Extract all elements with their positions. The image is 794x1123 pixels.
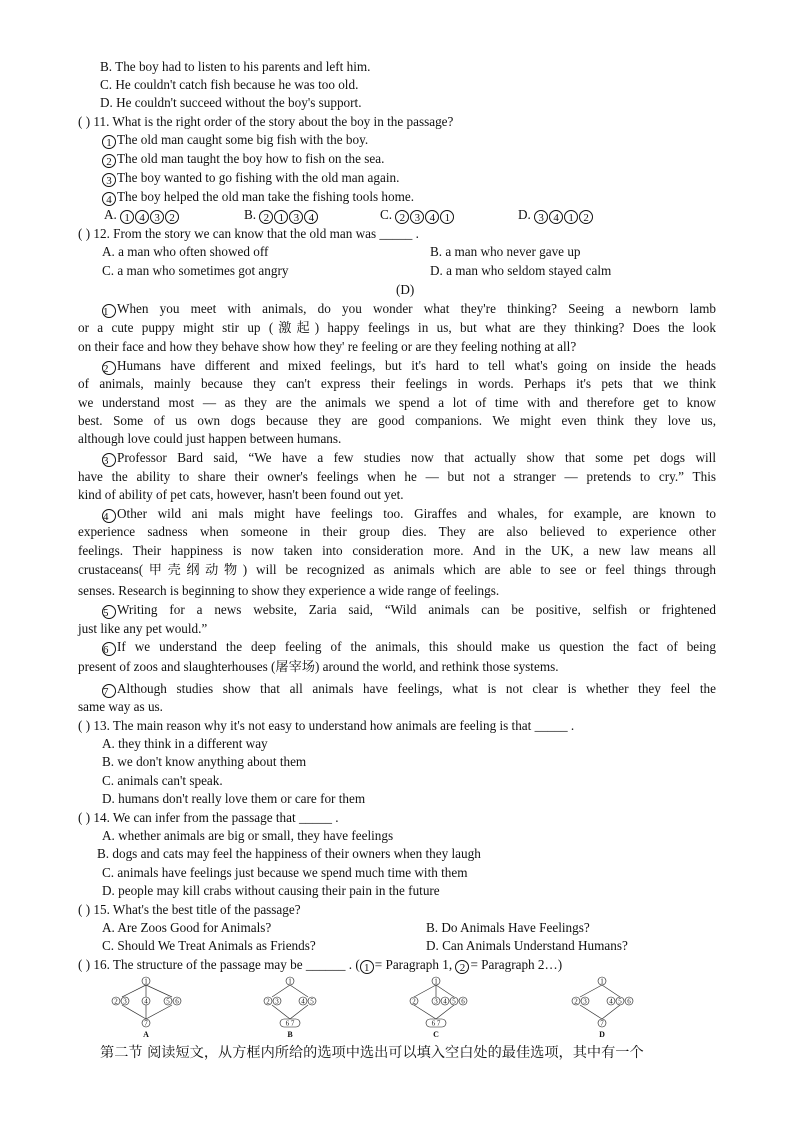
node-a-top-label: 1 xyxy=(144,977,148,986)
node-c-6-label: 6 xyxy=(461,997,465,1006)
circled-number: 6 xyxy=(102,642,116,656)
q12-option-b[interactable]: B. a man who never gave up xyxy=(430,244,581,259)
q12-option-a[interactable]: A. a man who often showed off xyxy=(102,244,269,259)
q11-item-2 xyxy=(102,150,384,168)
circled-number: 4 xyxy=(102,509,116,523)
structure-diagram-a[interactable] xyxy=(112,977,181,1039)
node-c-top-label: 1 xyxy=(434,977,438,986)
node-d-bottom-label: 7 xyxy=(600,1019,604,1028)
passage-line xyxy=(102,449,716,467)
passage-text: Although studies show that all animals have feelings, what is not clear is whether they feel the xyxy=(117,681,716,696)
node-d-3-label: 3 xyxy=(583,997,587,1006)
q14-stem: ( ) 14. We can infer from the passage that _____ . xyxy=(78,810,339,825)
q13-option-a[interactable]: A. they think in a different way xyxy=(102,736,268,751)
node-c-3-label: 3 xyxy=(434,997,438,1006)
node-a-3-label: 3 xyxy=(123,997,127,1006)
passage-text: If we understand the deep feeling of the animals, this should make us question the fact of being xyxy=(117,639,716,654)
q15-option-b[interactable]: B. Do Animals Have Feelings? xyxy=(426,920,590,935)
passage-line xyxy=(102,300,716,318)
node-d-6-label: 6 xyxy=(627,997,631,1006)
node-c-5-label: 5 xyxy=(452,997,456,1006)
passage-line: experience sadness when someone in their group dies. They are also believed to experience other xyxy=(78,524,716,539)
passage-line: feelings. Their happiness is now taken into consideration more. And in the UK, a new law means all xyxy=(78,543,716,558)
passage-text: Other wild ani mals might have feelings too. Giraffes and whales, for example, are known to xyxy=(117,506,716,521)
passage-line xyxy=(102,601,716,619)
passage-line: present of zoos and slaughterhouses (屠宰场) around the world, and rethink those systems. xyxy=(78,659,559,674)
passage-text: Writing for a news website, Zaria said, “Wild animals can be positive, selfish or frightened xyxy=(117,602,716,617)
q14-option-a[interactable]: A. whether animals are big or small, they have feelings xyxy=(102,828,394,843)
q14-option-d[interactable]: D. people may kill crabs without causing their pain in the future xyxy=(102,883,440,898)
circled-number: 3 xyxy=(102,173,116,187)
node-b-bottom-label: 6 7 xyxy=(285,1019,295,1028)
q14-option-c[interactable]: C. animals have feelings just because we spend much time with them xyxy=(102,865,468,880)
q15-option-c[interactable]: C. Should We Treat Animals as Friends? xyxy=(102,938,316,953)
node-d-2-label: 2 xyxy=(574,997,578,1006)
node-c-2-label: 2 xyxy=(412,997,416,1006)
q16-stem-text: = Paragraph 1, xyxy=(374,957,453,972)
passage-line: senses. Research is beginning to show they experience a wide range of feelings. xyxy=(78,583,500,598)
passage-line: have the ability to share their owner's feelings when he — but not a stranger — pretends to cry.” This xyxy=(78,469,716,484)
q11-option-c[interactable]: C. 2 3 4 1 xyxy=(380,206,455,224)
diagram-d-label: D xyxy=(599,1030,605,1039)
circled-number: 1 xyxy=(360,960,374,974)
q11-stem: ( ) 11. What is the right order of the story about the boy in the passage? xyxy=(78,114,454,129)
q11-item-text: The old man taught the boy how to fish on the sea. xyxy=(117,151,385,166)
node-b-3-label: 3 xyxy=(275,997,279,1006)
circled-number: 7 xyxy=(102,684,116,698)
q11-item-text: The boy helped the old man take the fishing tools home. xyxy=(117,189,415,204)
q11-options xyxy=(104,206,624,224)
section-2-heading: 第二节 阅读短文，从方框内所给的选项中选出可以填入空白处的最佳选项，其中有一个 xyxy=(100,1045,644,1061)
q13-option-b[interactable]: B. we don't know anything about them xyxy=(102,754,307,769)
q11-item-4 xyxy=(102,188,414,206)
q15-stem: ( ) 15. What's the best title of the passage? xyxy=(78,902,301,917)
section-title-d: (D) xyxy=(396,282,415,297)
passage-text: Humans have different and mixed feelings, but it's hard to tell what's going on inside the heads xyxy=(117,358,716,373)
node-a-2-label: 2 xyxy=(114,997,118,1006)
q10-option-d: D. He couldn't succeed without the boy's support. xyxy=(100,95,362,110)
q12-option-c[interactable]: C. a man who sometimes got angry xyxy=(102,263,289,278)
circled-number: 2 xyxy=(455,960,469,974)
diagram-c-label: C xyxy=(433,1030,439,1039)
passage-line: crustaceans(甲壳纲动物) will be recognized as animals which are able to see or feel things through xyxy=(78,562,716,577)
q13-option-c[interactable]: C. animals can't speak. xyxy=(102,773,223,788)
structure-diagram-b[interactable] xyxy=(264,977,316,1039)
q16-stem-text: ( ) 16. The structure of the passage may be ______ . ( xyxy=(78,957,360,972)
circled-number: 5 xyxy=(102,605,116,619)
passage-line: best. Some of us own dogs because they are good companions. We might even think they love us, xyxy=(78,413,716,428)
q11-item-3 xyxy=(102,169,399,187)
q15-option-d[interactable]: D. Can Animals Understand Humans? xyxy=(426,938,628,953)
q12-stem: ( ) 12. From the story we can know that the old man was _____ . xyxy=(78,226,419,241)
node-d-top-label: 1 xyxy=(600,977,604,986)
q13-stem: ( ) 13. The main reason why it's not easy to understand how animals are feeling is that _____ . xyxy=(78,718,575,733)
circled-number: 3 xyxy=(102,453,116,467)
circled-number: 1 xyxy=(102,304,116,318)
node-a-6-label: 6 xyxy=(175,997,179,1006)
passage-line: or a cute puppy might stir up (激起) happy feelings in us, but what are they thinking? Does the look xyxy=(78,320,716,335)
passage-text: When you meet with animals, do you wonder what they're thinking? Seeing a newborn lamb xyxy=(117,301,716,316)
q11-item-1 xyxy=(102,131,368,149)
q11-option-d[interactable]: D. 3 4 1 2 xyxy=(518,206,594,224)
node-a-5-label: 5 xyxy=(166,997,170,1006)
passage-line: just like any pet would.” xyxy=(78,621,208,636)
passage-line: although love could just happen between humans. xyxy=(78,431,342,446)
node-c-4-label: 4 xyxy=(443,997,447,1006)
passage-line: same way as us. xyxy=(78,699,163,714)
structure-diagram-c[interactable] xyxy=(410,977,467,1039)
passage-line: on their face and how they behave show how they' re feeling or are they feeling nothing at all? xyxy=(78,339,577,354)
passage-line: kind of ability of pet cats, however, hasn't been found out yet. xyxy=(78,487,404,502)
node-b-top-label: 1 xyxy=(288,977,292,986)
node-b-2-label: 2 xyxy=(266,997,270,1006)
circled-number: 2 xyxy=(102,361,116,375)
node-a-bottom-label: 7 xyxy=(144,1019,148,1028)
node-a-4-label: 4 xyxy=(144,997,148,1006)
q11-item-text: The old man caught some big fish with the boy. xyxy=(117,132,369,147)
passage-line: we understand most — as they are the animals we spend a lot of time with and therefore get to know xyxy=(78,395,716,410)
passage-line xyxy=(102,680,716,698)
node-d-4-label: 4 xyxy=(609,997,613,1006)
q14-option-b[interactable]: B. dogs and cats may feel the happiness of their owners when they laugh xyxy=(97,846,481,861)
circled-number: 1 xyxy=(102,135,116,149)
passage-line xyxy=(102,638,716,656)
q11-item-text: The boy wanted to go fishing with the old man again. xyxy=(117,170,400,185)
q10-option-b: B. The boy had to listen to his parents and left him. xyxy=(100,59,371,74)
q16-stem xyxy=(78,956,562,974)
passage-line xyxy=(102,505,716,523)
node-b-5-label: 5 xyxy=(310,997,314,1006)
q15-option-a[interactable]: A. Are Zoos Good for Animals? xyxy=(102,920,272,935)
passage-text: Professor Bard said, “We have a few studies now that actually show that some pet dogs will xyxy=(117,450,716,465)
q11-option-b[interactable]: B. 2 1 3 4 xyxy=(244,206,319,224)
diagram-a-label: A xyxy=(143,1030,149,1039)
structure-diagrams xyxy=(100,974,660,1040)
circled-number: 4 xyxy=(102,192,116,206)
q16-stem-text: = Paragraph 2…) xyxy=(470,957,563,972)
node-b-4-label: 4 xyxy=(301,997,305,1006)
q13-option-d[interactable]: D. humans don't really love them or care for them xyxy=(102,791,366,806)
q11-option-a[interactable]: A. 1 4 3 2 xyxy=(104,206,180,224)
q10-option-c: C. He couldn't catch fish because he was too old. xyxy=(100,77,359,92)
structure-diagram-d[interactable] xyxy=(572,977,633,1039)
passage-line xyxy=(102,357,716,375)
diagram-b-label: B xyxy=(287,1030,293,1039)
node-d-5-label: 5 xyxy=(618,997,622,1006)
q12-option-d[interactable]: D. a man who seldom stayed calm xyxy=(430,263,612,278)
passage-line: of animals, mainly because they can't express their feelings in words. Perhaps it's pets that we think xyxy=(78,376,716,391)
circled-number: 2 xyxy=(102,154,116,168)
node-c-bottom-label: 6 7 xyxy=(431,1019,441,1028)
